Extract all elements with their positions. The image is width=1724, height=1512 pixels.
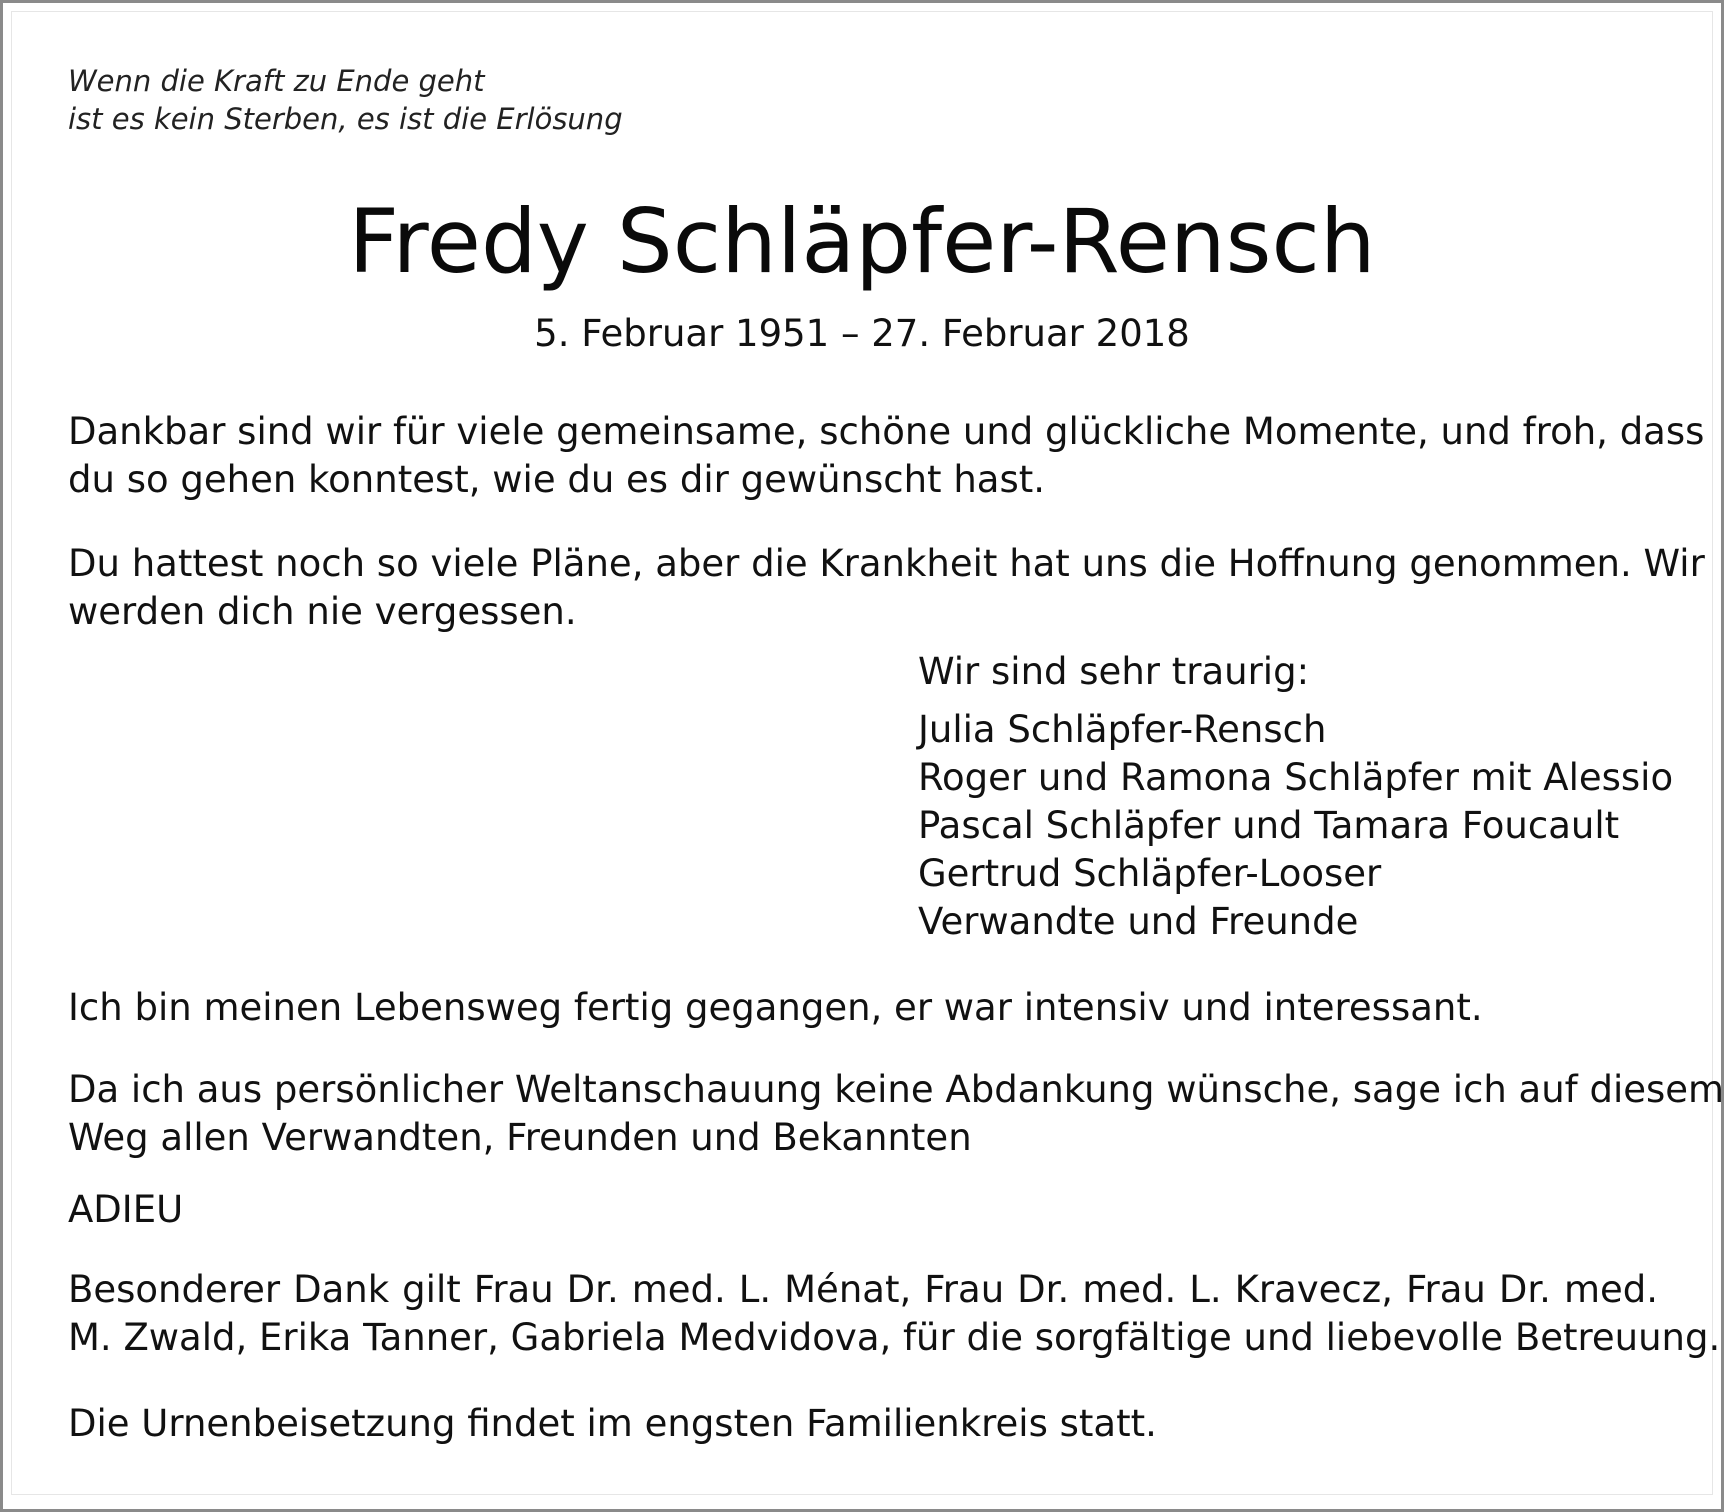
motto-line-2: ist es kein Sterben, es ist die Erlösung: [68, 102, 623, 136]
mourner-name: Julia Schläpfer-Rensch: [918, 708, 1327, 751]
paragraph-2-line-2: werden dich nie vergessen.: [68, 590, 577, 633]
mourner-name: Verwandte und Freunde: [918, 900, 1359, 943]
deceased-name: Fredy Schläpfer-Rensch: [348, 190, 1376, 293]
paragraph-2-line-1: Du hattest noch so viele Pläne, aber die Krankheit hat uns die Hoffnung genommen. Wir: [68, 542, 1705, 585]
mourners-intro: Wir sind sehr traurig:: [918, 650, 1310, 693]
thanks-line-2: M. Zwald, Erika Tanner, Gabriela Medvidova, für die sorgfältige und liebevolle Betreuung.: [68, 1316, 1721, 1359]
paragraph-1-line-1: Dankbar sind wir für viele gemeinsame, schöne und glückliche Momente, und froh, dass: [68, 410, 1705, 453]
paragraph-3: Ich bin meinen Lebensweg fertig gegangen, er war intensiv und interessant.: [68, 986, 1483, 1029]
life-dates: 5. Februar 1951 – 27. Februar 2018: [534, 312, 1190, 355]
mourner-name: Pascal Schläpfer und Tamara Foucault: [918, 804, 1620, 847]
mourner-name: Gertrud Schläpfer-Looser: [918, 852, 1382, 895]
paragraph-1-line-2: du so gehen konntest, wie du es dir gewünscht hast.: [68, 458, 1045, 501]
burial-notice: Die Urnenbeisetzung findet im engsten Familienkreis statt.: [68, 1402, 1157, 1445]
paragraph-4-line-2: Weg allen Verwandten, Freunden und Bekannten: [68, 1116, 972, 1159]
motto-line-1: Wenn die Kraft zu Ende geht: [68, 64, 485, 98]
thanks-line-1: Besonderer Dank gilt Frau Dr. med. L. Ménat, Frau Dr. med. L. Kravecz, Frau Dr. med.: [68, 1268, 1658, 1311]
mourner-name: Roger und Ramona Schläpfer mit Alessio: [918, 756, 1674, 799]
paragraph-4-line-1: Da ich aus persönlicher Weltanschauung keine Abdankung wünsche, sage ich auf diesem: [68, 1068, 1724, 1111]
adieu: ADIEU: [68, 1188, 184, 1231]
